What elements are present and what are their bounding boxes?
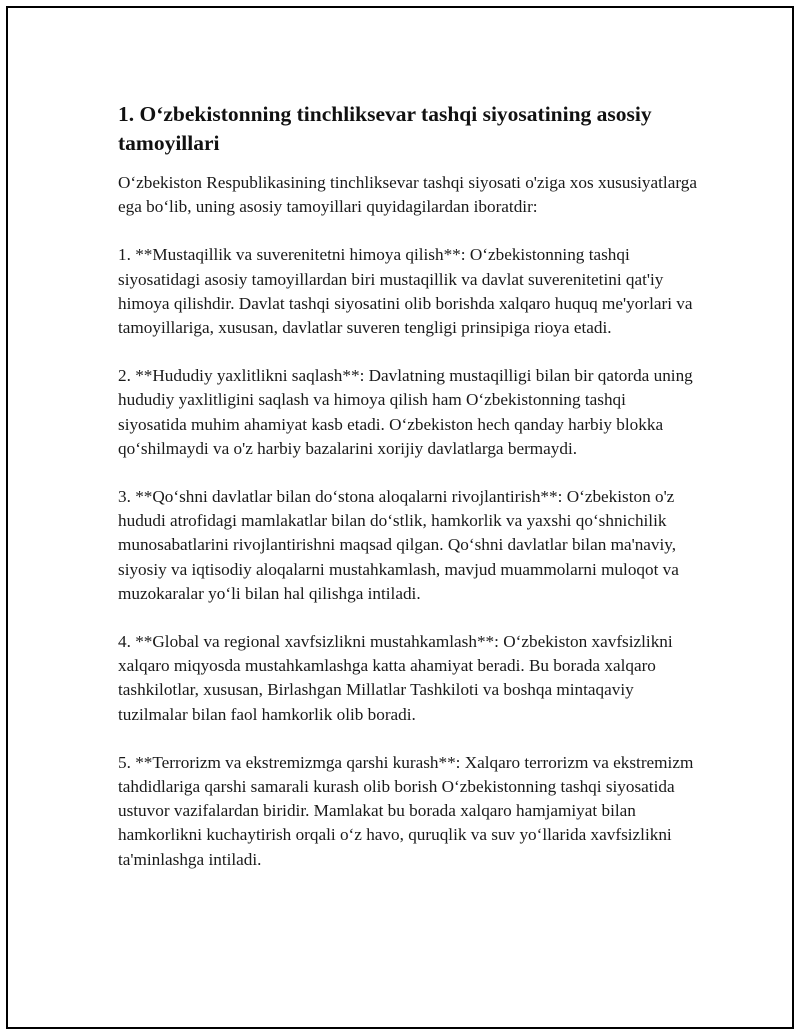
principle-paragraph-2: 2. **Hududiy yaxlitlikni saqlash**: Davlatning mustaqilligi bilan bir qatorda uning hududiy yaxlitligini saqlash va himoya qilish ham O‘zbekistonning tashqi siyosatida muhim ahamiyat kasb etadi. O‘zbekiston hech qanday harbiy blokka qo‘shilmaydi va o'z harbiy bazalarini xorijiy davlatlarga bermaydi. <box>118 366 693 458</box>
document-title: 1. O‘zbekistonning tinchliksevar tashqi siyosatining asosiy tamoyillari <box>118 102 652 155</box>
principle-paragraph-1: 1. **Mustaqillik va suverenitetni himoya qilish**: O‘zbekistonning tashqi siyosatidagi asosiy tamoyillardan biri mustaqillik va davlat suverenitetini qat'iy himoya qilishdir. Davlat tashqi siyosatini olib borishda xalqaro huquq me'yorlari va tamoyillariga, xususan, davlatlar suveren tengligi prinsipiga rioya etadi. <box>118 245 693 338</box>
principle-paragraph-5: 5. **Terrorizm va ekstremizmga qarshi kurash**: Xalqaro terrorizm va ekstremizm tahdidlariga qarshi samarali kurash olib borish O‘zbekistonning tashqi siyosatida ustuvor vazifalardan biridir. Mamlakat bu borada xalqaro hamjamiyat bilan hamkorlikni kuchaytirish orqali o‘z havo, quruqlik va suv yo‘llarida xavfsizlikni ta'minlashga intiladi. <box>118 752 694 869</box>
page-frame <box>6 6 794 1029</box>
intro-paragraph: O‘zbekiston Respublikasining tinchliksevar tashqi siyosati o'ziga xos xususiyatlarga ega bo‘lib, uning asosiy tamoyillari quyidagilardan iboratdir: <box>118 173 697 217</box>
principle-paragraph-4: 4. **Global va regional xavfsizlikni mustahkamlash**: O‘zbekiston xavfsizlikni xalqaro miqyosda mustahkamlashga katta ahamiyat beradi. Bu borada xalqaro tashkilotlar, xususan, Birlashgan Millatlar Tashkiloti va boshqa mintaqaviy tuzilmalar bilan faol hamkorlik olib boradi. <box>118 632 673 724</box>
principle-paragraph-3: 3. **Qo‘shni davlatlar bilan do‘stona aloqalarni rivojlantirish**: O‘zbekiston o'z hududi atrofidagi mamlakatlar bilan do‘stlik, hamkorlik va yaxshi qo‘shnichilik munosabatlarini rivojlantirishni maqsad qilgan. Qo‘shni davlatlar bilan ma'naviy, siyosiy va iqtisodiy aloqalarni mustahkamlash, mavjud muammolarni muloqot va muzokaralar yo‘li bilan hal qilishga intiladi. <box>118 487 679 603</box>
document-body <box>118 100 698 896</box>
